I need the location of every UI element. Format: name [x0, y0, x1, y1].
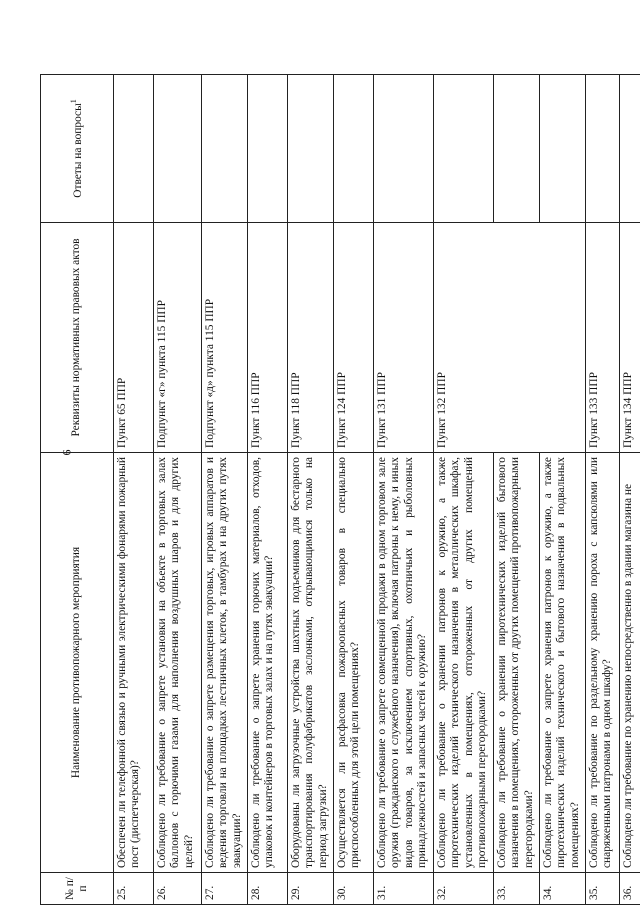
row-measure: Соблюдено ли требование о хранении пиротехнических изделий бытового назначения в помещениях, отгороженных от других помещений противопожарными перегородками? — [494, 453, 540, 873]
row-measure: Соблюдено ли требование о запрете хранения горючих материалов, отходов, упаковок и контейнеров в торговых залах и на путях эвакуации? — [248, 453, 288, 873]
row-requisites: Подпункт «г» пункта 115 ППР — [154, 223, 202, 453]
row-number: 27. — [202, 873, 248, 905]
row-answer-cell[interactable] — [586, 75, 620, 223]
row-number: 30. — [334, 873, 374, 905]
row-answer-cell[interactable] — [334, 75, 374, 223]
table-row — [434, 75, 494, 905]
rotated-table-wrapper — [40, 75, 634, 905]
row-answer-cell[interactable] — [434, 75, 494, 223]
row-answer-cell[interactable] — [202, 75, 248, 223]
row-requisites: Пункт 118 ППР — [288, 223, 334, 453]
row-requisites: Пункт 124 ППР — [334, 223, 374, 453]
row-number: 26. — [154, 873, 202, 905]
row-measure: Соблюдено ли требование о хранении патронов к оружию, а также пиротехнических изделий технического назначения в металлических шкафах, установленных в помещениях, отгороженных от других помещений противопожарными перегородками? — [434, 453, 494, 873]
row-number: 33. — [494, 873, 540, 905]
header-num: № п/п — [41, 873, 114, 905]
table-row — [114, 75, 154, 905]
table-header-row — [41, 75, 114, 905]
row-requisites: Пункт 65 ППР — [114, 223, 154, 453]
row-number: 34. — [540, 873, 586, 905]
row-number: 29. — [288, 873, 334, 905]
row-requisites: Пункт 131 ППР — [374, 223, 434, 453]
table-row — [374, 75, 434, 905]
table-row — [494, 75, 540, 905]
table-row — [586, 75, 620, 905]
row-requisites: Пункт 134 ППР — [620, 223, 640, 453]
table-row — [540, 75, 586, 905]
row-number: 25. — [114, 873, 154, 905]
row-answer-cell[interactable] — [374, 75, 434, 223]
row-answer-cell[interactable] — [540, 75, 586, 223]
row-number: 35. — [586, 873, 620, 905]
row-answer-cell[interactable] — [248, 75, 288, 223]
row-measure: Соблюдено ли требование о запрете совмещенной продажи в одном торговом зале оружия (гражданского и служебного назначения), включая патроны к нему, и иных видов товаров, за исключением спортивных, охотничьих и рыболовных принадлежностей и запасных частей к оружию? — [374, 453, 434, 873]
row-answer-cell[interactable] — [288, 75, 334, 223]
table-row — [248, 75, 288, 905]
table-row — [620, 75, 640, 905]
row-requisites: Пункт 133 ППР — [586, 223, 620, 453]
row-answer-cell[interactable] — [114, 75, 154, 223]
table-row — [288, 75, 334, 905]
row-measure: Соблюдено ли требование о запрете установки на объекте в торговых залах баллонов с горючими газами для наполнения воздушных шаров и для других целей? — [154, 453, 202, 873]
row-measure: Обеспечен ли телефонной связью и ручными электрическими фонарями пожарный пост (диспетчерская)? — [114, 453, 154, 873]
table-row — [334, 75, 374, 905]
header-name: Наименование противопожарного мероприятия — [41, 453, 114, 873]
row-number: 28. — [248, 873, 288, 905]
row-measure: Соблюдено ли требование по раздельному хранению пороха с капсюлями или снаряженными патронами в одном шкафу? — [586, 453, 620, 873]
row-measure: Соблюдено ли требование по хранению непосредственно в здании магазина не — [620, 453, 640, 873]
row-number: 32. — [434, 873, 494, 905]
row-measure: Соблюдено ли требование о запрете размещения торговых, игровых аппаратов и ведения торговли на площадках лестничных клеток, в тамбурах и на других путях эвакуации? — [202, 453, 248, 873]
fire-safety-checklist-table — [40, 74, 640, 905]
header-answers — [41, 75, 114, 223]
page-number: 6 — [59, 449, 74, 456]
row-number: 36. — [620, 873, 640, 905]
footnote-marker: 1 — [68, 99, 78, 104]
row-requisites: Пункт 116 ППР — [248, 223, 288, 453]
header-requisites: Реквизиты нормативных правовых актов — [41, 223, 114, 453]
table-row — [154, 75, 202, 905]
row-answer-cell[interactable] — [494, 75, 540, 223]
table-row — [202, 75, 248, 905]
row-number: 31. — [374, 873, 434, 905]
row-measure: Соблюдено ли требование о запрете хранения патронов к оружию, а также пиротехнических изделий технического и бытового назначения в подвальных помещениях? — [540, 453, 586, 873]
header-answers-label: Ответы на вопросы — [71, 103, 84, 198]
row-requisites: Подпункт «д» пункта 115 ППР — [202, 223, 248, 453]
row-answer-cell[interactable] — [154, 75, 202, 223]
row-requisites: Пункт 132 ППР — [434, 223, 586, 453]
row-measure: Осуществляется ли расфасовка пожароопасных товаров в специально приспособленных для этой цели помещениях? — [334, 453, 374, 873]
row-answer-cell[interactable] — [620, 75, 640, 223]
row-measure: Оборудованы ли загрузочные устройства шахтных подъемников для бестарного транспортирования полуфабрикатов заслонками, открывающимися только на период загрузки? — [288, 453, 334, 873]
